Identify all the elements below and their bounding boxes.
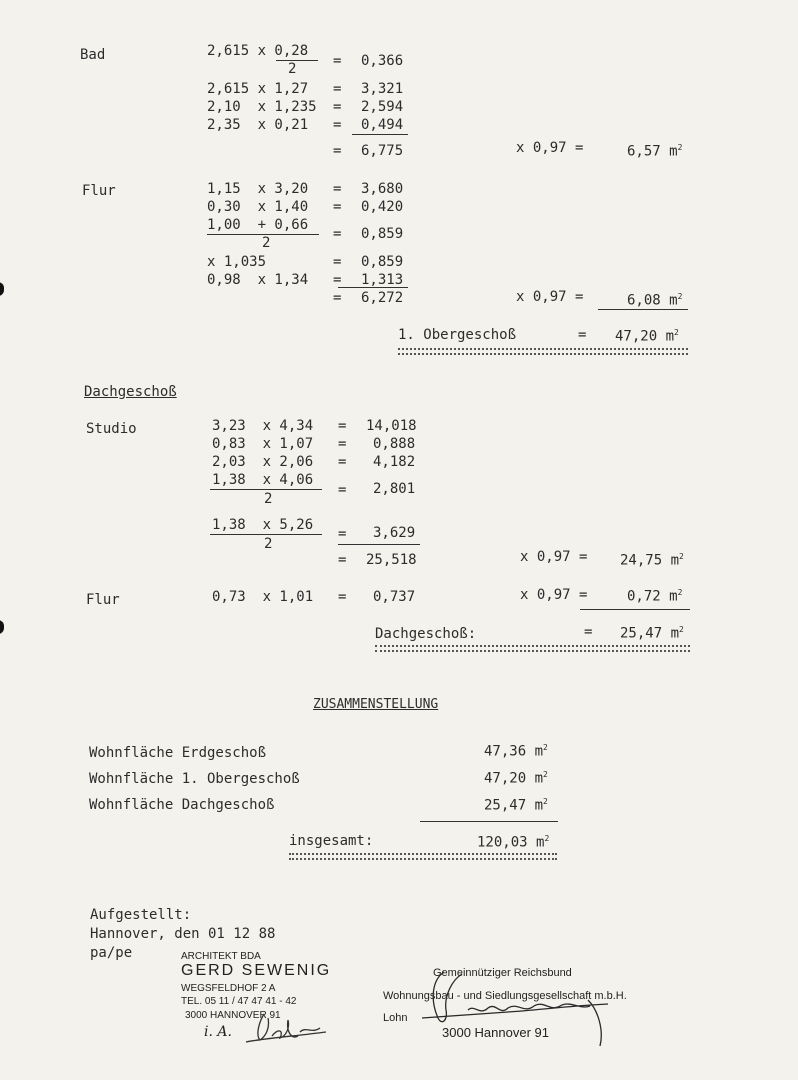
area-result: 0,72 $m^2$ [627, 588, 683, 605]
stamp-architect-street: WEGSFELDHOF 2 A [181, 983, 276, 994]
factor: x 0,97 = [520, 587, 588, 603]
calc-result: 0,494 [361, 117, 404, 133]
punch-hole [0, 620, 4, 634]
equals-sign: = [333, 81, 342, 97]
section-heading: Dachgeschoß [84, 384, 177, 400]
factor: x 0,97 = [516, 140, 584, 156]
summary-row-label: Wohnfläche Erdgeschoß [89, 745, 267, 761]
factor: x 0,97 = [520, 549, 588, 565]
initials: pa/pe [90, 945, 133, 961]
equals-sign: = [333, 181, 342, 197]
calc-line: 1,00 + 0,66 [207, 217, 309, 233]
double-underline [289, 853, 557, 855]
floor-total-value: 25,47 $m^2$ [620, 625, 684, 642]
calc-line: 0,30 x 1,40 [207, 199, 309, 215]
equals-sign: = [333, 143, 342, 159]
calc-result: 14,018 [366, 418, 417, 434]
sum-line [352, 134, 408, 135]
calc-line: 2,35 x 0,21 [207, 117, 309, 133]
double-underline [398, 348, 688, 350]
equals-sign: = [584, 624, 593, 640]
stamp-architect-phone: TEL. 05 11 / 47 47 41 - 42 [181, 996, 297, 1007]
area-result: 6,08 $m^2$ [627, 292, 683, 309]
calc-line: 0,98 x 1,34 [207, 272, 309, 288]
stamp-company-line2: Wohnungsbau - und Siedlungsgesellschaft m.b.H. [383, 990, 627, 1002]
calc-result: 2,801 [373, 481, 416, 497]
subtotal: 6,272 [361, 290, 404, 306]
stamp-company-line1: Gemeinnütziger Reichsbund [433, 967, 572, 979]
subtotal: 25,518 [366, 552, 417, 568]
summary-heading: ZUSAMMENSTELLUNG [313, 697, 439, 712]
result-line [580, 609, 690, 610]
equals-sign: = [338, 436, 347, 452]
calc-line: x 1,035 [207, 254, 267, 270]
equals-sign: = [333, 290, 342, 306]
place-date: Hannover, den 01 12 88 [90, 926, 276, 942]
double-underline [375, 650, 690, 652]
calc-result: 3,680 [361, 181, 404, 197]
calc-line: 2,10 x 1,235 [207, 99, 317, 115]
equals-sign: = [333, 226, 342, 242]
summary-row-label: Wohnfläche 1. Obergeschoß [89, 771, 300, 787]
calc-denominator: 2 [288, 61, 297, 77]
stamp-architect-name: GERD SEWENIG [181, 962, 332, 979]
area-result: 24,75 $m^2$ [620, 552, 684, 569]
subtotal: 6,775 [361, 143, 404, 159]
calc-line: 2,03 x 2,06 [212, 454, 314, 470]
bad-label: Bad [80, 47, 106, 63]
prepared-label: Aufgestellt: [90, 907, 192, 923]
sum-line [420, 821, 558, 822]
equals-sign: = [578, 327, 587, 343]
sum-line [338, 287, 408, 288]
signature-prefix: i. A. [204, 1024, 232, 1040]
equals-sign: = [333, 53, 342, 69]
fraction-bar [210, 489, 322, 490]
calc-line: 0,83 x 1,07 [212, 436, 314, 452]
calc-line: 1,38 x 5,26 [212, 517, 314, 533]
stamp-company-line3: Lohn [383, 1012, 408, 1024]
equals-sign: = [338, 454, 347, 470]
stamp-company-city: 3000 Hannover 91 [442, 1025, 549, 1040]
equals-sign: = [338, 482, 347, 498]
calc-denominator: 2 [262, 235, 271, 251]
calc-result: 0,859 [361, 226, 404, 242]
calc-result: 0,420 [361, 199, 404, 215]
calc-line: 2,615 x 1,27 [207, 81, 309, 97]
summary-row-value: 47,36 $m^2$ [484, 743, 548, 760]
signature-icon [408, 960, 624, 1050]
floor-total-label: Dachgeschoß: [375, 626, 477, 642]
equals-sign: = [333, 272, 342, 288]
summary-total-label: insgesamt: [289, 833, 374, 849]
calc-result: 0,737 [373, 589, 416, 605]
calc-denominator: 2 [264, 491, 273, 507]
sum-line [338, 544, 420, 545]
equals-sign: = [333, 99, 342, 115]
double-underline [398, 353, 688, 355]
floor-total-value: 47,20 $m^2$ [615, 328, 679, 345]
equals-sign: = [338, 552, 347, 568]
calc-result: 1,313 [361, 272, 404, 288]
calc-line: 1,38 x 4,06 [212, 472, 314, 488]
calc-line: 3,23 x 4,34 [212, 418, 314, 434]
floor-total-label: 1. Obergeschoß [398, 327, 517, 343]
equals-sign: = [338, 526, 347, 542]
studio-label: Studio [86, 421, 137, 437]
calc-result: 2,594 [361, 99, 404, 115]
summary-row-value: 25,47 $m^2$ [484, 797, 548, 814]
equals-sign: = [338, 418, 347, 434]
calc-result: 0,366 [361, 53, 404, 69]
equals-sign: = [333, 254, 342, 270]
stamp-architect-title: ARCHITEKT BDA [181, 951, 261, 962]
flur-label: Flur [86, 592, 120, 608]
stamp-architect-city: 3000 HANNOVER 91 [185, 1010, 281, 1021]
equals-sign: = [333, 117, 342, 133]
equals-sign: = [333, 199, 342, 215]
calc-result: 3,321 [361, 81, 404, 97]
flur-label: Flur [82, 183, 116, 199]
equals-sign: = [338, 589, 347, 605]
factor: x 0,97 = [516, 289, 584, 305]
fraction-bar [276, 60, 318, 61]
calc-denominator: 2 [264, 536, 273, 552]
summary-row-value: 47,20 $m^2$ [484, 770, 548, 787]
calc-line: 0,73 x 1,01 [212, 589, 314, 605]
calc-result: 3,629 [373, 525, 416, 541]
punch-hole [0, 282, 4, 296]
calc-result: 4,182 [373, 454, 416, 470]
double-underline [375, 645, 690, 647]
summary-total-value: 120,03 $m^2$ [477, 834, 550, 851]
calc-line: 1,15 x 3,20 [207, 181, 309, 197]
double-underline [289, 858, 557, 860]
fraction-bar [210, 534, 322, 535]
calc-result: 0,888 [373, 436, 416, 452]
summary-row-label: Wohnfläche Dachgeschoß [89, 797, 275, 813]
area-result: 6,57 $m^2$ [627, 143, 683, 160]
calc-line: 2,615 x 0,28 [207, 43, 309, 59]
result-line [598, 309, 688, 310]
calc-result: 0,859 [361, 254, 404, 270]
signature-icon [236, 1006, 336, 1046]
